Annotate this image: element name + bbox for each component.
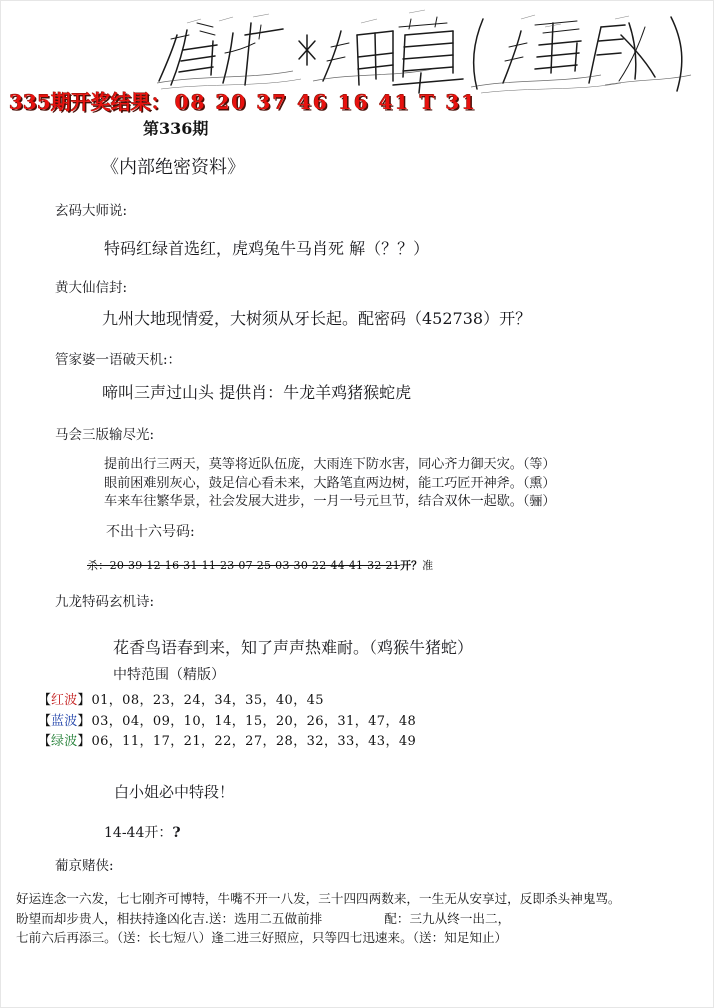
kill-open-marker: 开？ [400,559,423,572]
section-label-jiulong: 九龙特码玄机诗: [55,594,155,610]
header-art-banner [1,5,713,97]
wave-number-lists [38,691,416,753]
mahui-poem-line-3: 车来车往繁华景，社会发展大进步，一月一号元旦节，结合双休一起歇。（骊） [104,494,556,509]
footer-line-2b: 配：三九从终一出二， [384,910,511,926]
wave-label-red: 红波 [51,693,78,708]
wave-bracket-close-red: 】 [77,693,91,708]
range-open-line [104,824,181,843]
draw-result-line [9,90,477,114]
kill-numbers-line [87,558,433,573]
bai-xiaojie-line: 白小姐必中特段！ [114,783,235,801]
section-label-guanjiapo: 管家婆一语破天机:： [55,352,182,368]
mahui-poem-line-1: 提前出行三两天，莫等将近队伍庞，大雨连下防水害，同心齐力御天灾。（等） [104,457,556,472]
section-label-mahui: 马会三版输尽光: [55,427,155,443]
wave-bracket-close-green: 】 [77,734,91,749]
wave-bracket-close-blue: 】 [77,713,91,729]
wave-values-blue: 03，04，09，10，14，15，20，26，31，47，48 [91,713,417,729]
wave-row-blue [38,712,416,733]
wave-row-green [38,732,416,753]
draw-result-numbers: 08 20 37 46 16 41 T 31 [174,90,478,114]
draw-result-prefix: 335期开奖结果： [9,90,171,114]
kill-suffix: 准 [422,559,434,572]
jiulong-poem: 花香鸟语春到来，知了声声热难耐。（鸡猴牛猪蛇） [113,638,474,657]
range-open-unknown: ? [172,825,181,841]
footer-line-1: 好运连念一六发，七七刚齐可博特，牛嘴不开一八发，三十四四两数来，一生无从安享过，反即杀头神鬼骂。 [16,891,621,906]
mahui-poem-line-2: 眼前困难别灰心，鼓足信心看未来，大路笔直两边树，能工巧匠开神斧。（熏） [104,475,556,491]
range-open-text: 14-44开： [104,825,173,841]
section-label-huangdaxian: 黄大仙信封: [55,280,128,296]
section-body-huangdaxian: 九州大地现情爱，大树须从牙长起。配密码（452738）开？ [102,309,532,328]
section-body-guanjiapo: 啼叫三声过山头 提供肖：牛龙羊鸡猪猴蛇虎 [102,383,412,402]
footer-line-2 [16,909,706,929]
document-title: 《内部绝密资料》 [101,157,245,178]
footer-paragraph [16,889,706,948]
mahui-poem-block [104,456,555,512]
footer-line-2a: 盼望而却步贵人，相扶持逢凶化吉.送：选用二五做前排 [16,910,323,926]
nochu-label: 不出十六号码: [106,524,195,540]
header-art-svg [1,5,713,97]
section-label-pujing: 葡京赌侠: [55,858,114,874]
zhongte-scope: 中特范围（精版） [113,667,225,683]
footer-line-3: 七前六后再添三。（送：长七短八）逢二进三好照应，只等四七迅速来。（送：知足知止） [16,930,508,945]
wave-values-red: 01，08，23，24，34，35，40，45 [91,693,324,708]
wave-bracket-open-red: 【 [38,693,52,708]
section-label-xuanma: 玄码大师说: [55,203,128,219]
wave-row-red [38,691,416,712]
section-body-xuanma: 特码红绿首选红，虎鸡兔牛马肖死 解（？？） [104,239,430,258]
wave-label-blue: 蓝波 [51,713,78,729]
issue-number: 第336期 [143,119,209,138]
wave-bracket-open-green: 【 [38,734,52,749]
wave-bracket-open-blue: 【 [38,713,52,729]
wave-label-green: 绿波 [51,734,78,749]
wave-values-green: 06，11，17，21，22，27，28，32，33，43，49 [91,734,417,749]
page-root [1,1,713,1007]
kill-numbers-struck: 杀：20 39 12 16 31 11 23 07 25 03 30 22 44 41 32 21 [87,559,401,572]
